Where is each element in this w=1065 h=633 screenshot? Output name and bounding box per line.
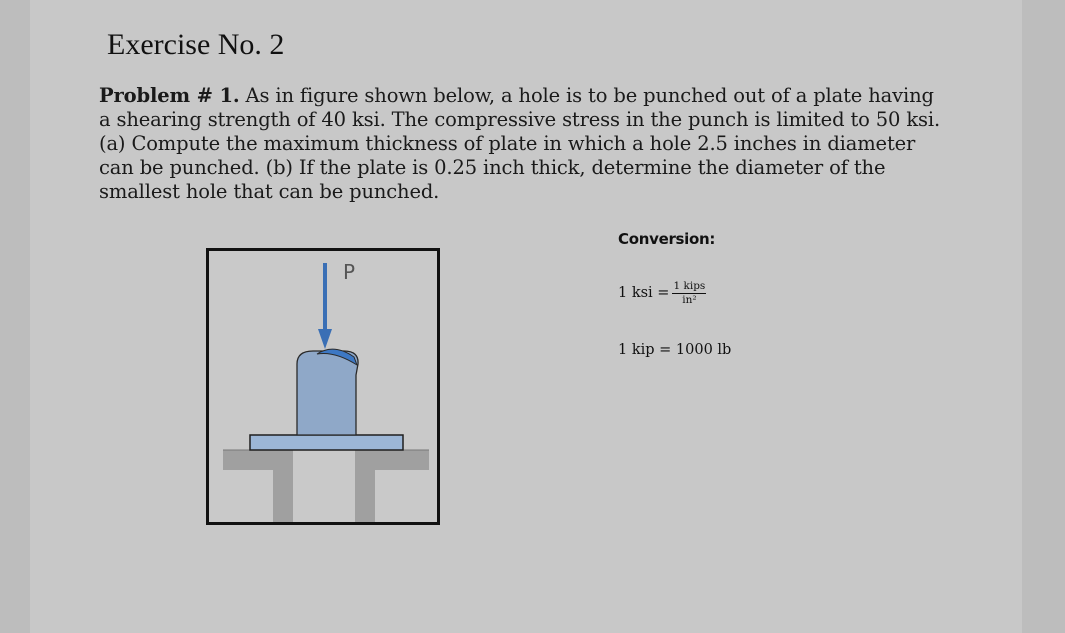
punch <box>297 351 358 435</box>
load-label: P <box>343 260 356 284</box>
conversion-title: Conversion: <box>618 230 716 248</box>
die-support <box>223 450 429 522</box>
problem-text: As in figure shown below, a hole is to be punched out of a plate having a shearing strength of 40 ksi. The compressive stress in the punch is limited to 50 ksi. (a) Compute the maximum thickness of plate in which a hole 2.5 inches in diameter can be punched. (b) If the plate is 0.25 inch thick, determine the diameter of the smallest hole that can be punched. <box>99 84 940 203</box>
problem-statement <box>99 84 949 204</box>
punch-diagram <box>209 251 437 522</box>
problem-number: Problem # 1. <box>99 84 240 107</box>
exercise-title: Exercise No. 2 <box>107 28 285 61</box>
conversion-ksi <box>618 280 706 306</box>
kips-per-in2-fraction <box>672 280 706 306</box>
fraction-numerator: 1 kips <box>673 280 706 292</box>
plate <box>250 435 403 450</box>
document-page <box>30 0 1022 633</box>
conversion-kip: 1 kip = 1000 lb <box>618 342 732 358</box>
fraction-denominator: in² <box>682 294 697 306</box>
load-arrow <box>318 263 332 349</box>
punch-figure <box>206 248 440 525</box>
ksi-lhs: 1 ksi = <box>618 285 670 301</box>
